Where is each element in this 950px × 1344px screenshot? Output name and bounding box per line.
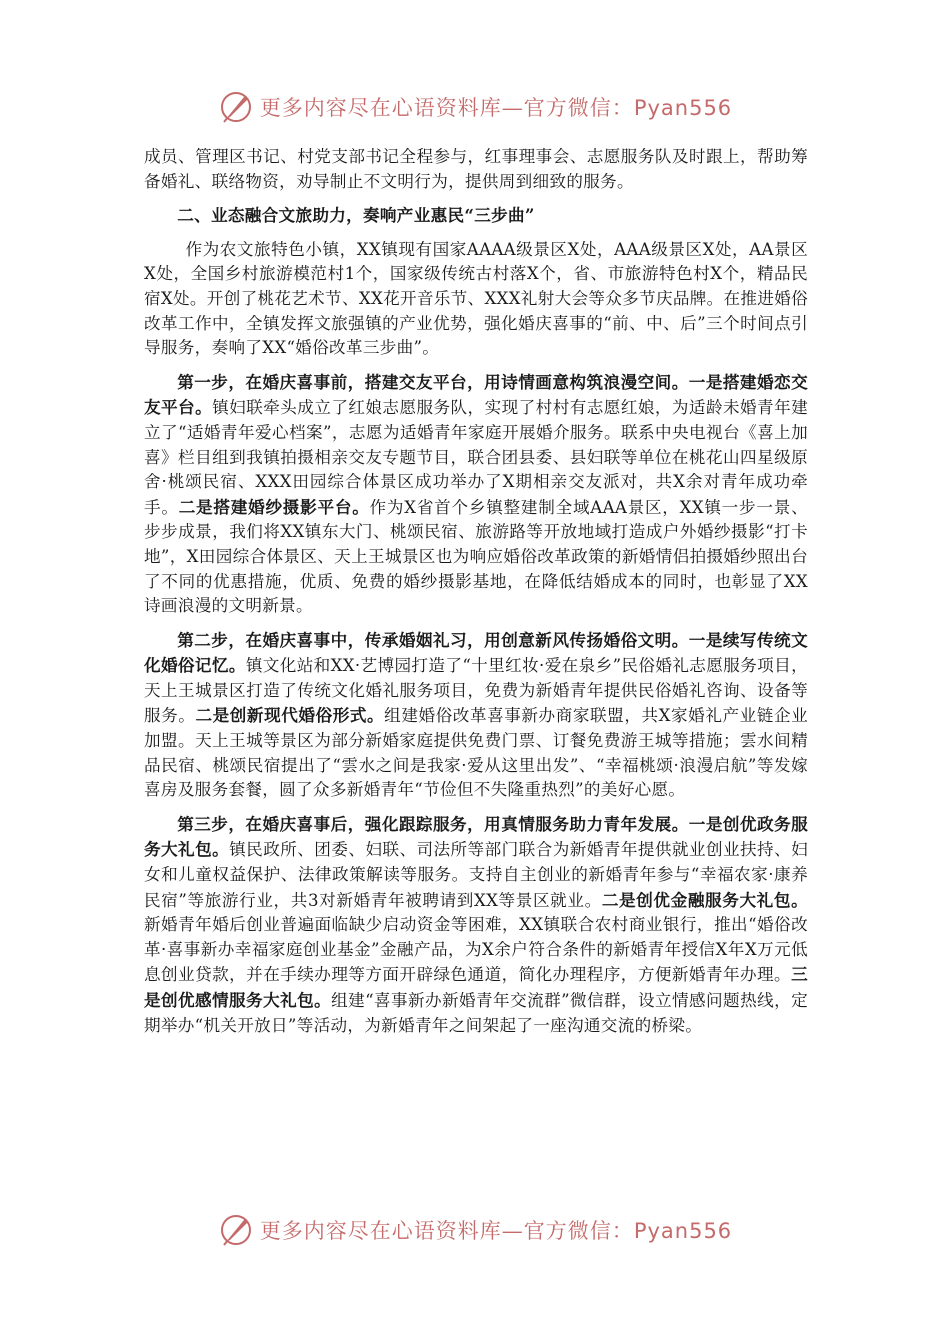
section-heading: 二、业态融合文旅助力，奏响产业惠民“三步曲” xyxy=(177,205,535,226)
body-text: 镇妇联牵头成立了红娘志愿服务队，实现了村村有志愿红娘，为适龄未婚青年建立了“适婚青年爱心档案”，志愿为适婚青年家庭开展婚介服务。联系中央电视台《喜上加喜》栏目组到我镇拍摄相亲交友专题节目，联合团县委、县妇联等单位在桃花山四星级原舍·桃颂民宿、XXX田园综合体景区成功举办了X期相亲交友派对，共X余对青年成功牵手。 xyxy=(144,398,809,517)
bold-lead: 三是创优感情服务大礼包。 xyxy=(144,964,808,1010)
paragraph: 作为农文旅特色小镇，XX镇现有国家AAAA级景区X处，AAA级景区X处，AA景区X处，全国乡村旅游模范村1个，国家级传统古村落X个，省、市旅游特色村X个，精品民宿X处。开创了桃花艺术节、XX花开音乐节、XXX礼射大会等众多节庆品牌。在推进婚俗改革工作中，全镇发挥文旅强镇的产业优势，强化婚庆喜事的“前、中、后”三个时间点引导服务，奏响了XX“婚俗改革三步曲”。 xyxy=(144,239,808,358)
bold-lead: 第二步，在婚庆喜事中，传承婚姻礼习，用创意新风传扬婚俗文明。一是续写传统文化婚俗记忆。 xyxy=(144,629,808,676)
paragraph-step-1 xyxy=(144,370,808,619)
bold-lead: 二是创优金融服务大礼包。 xyxy=(601,889,808,910)
paragraph: 成员、管理区书记、村党支部书记全程参与，红事理事会、志愿服务队及时跟上，帮助筹备婚礼、联络物资，劝导制止不文明行为，提供周到细致的服务。 xyxy=(144,147,808,191)
quill-logo-icon xyxy=(218,1212,254,1248)
banner-label: 更多内容尽在心语资料库—官方微信： xyxy=(259,96,634,120)
footer-banner xyxy=(0,1208,950,1252)
body-text: 镇文化站和XX·艺博园打造了“十里红妆·爱在泉乡”民俗婚礼志愿服务项目，天上王城景区打造了传统文化婚礼服务项目，免费为新婚青年提供民俗婚礼咨询、设备等服务。 xyxy=(144,656,808,726)
body-text: 组建“喜事新办新婚青年交流群”微信群，设立情感问题热线，定期举办“机关开放日”等活动，为新婚青年之间架起了一座沟通交流的桥梁。 xyxy=(144,991,808,1035)
bold-lead: 第三步，在婚庆喜事后，强化跟踪服务，用真情服务助力青年发展。一是创优政务服务大礼包。 xyxy=(144,813,808,860)
body-text: 镇民政所、团委、妇联、司法所等部门联合为新婚青年提供就业创业扶持、妇女和儿童权益保护、法律政策解读等服务。支持自主创业的新婚青年参与“幸福农家·康养民宿”等旅游行业，共3对新婚青年被聘请到XX等景区就业。 xyxy=(144,840,809,910)
bold-lead: 二是创新现代婚俗形式。 xyxy=(195,705,385,726)
body-text: 组建婚俗改革喜事新办商家联盟，共X家婚礼产业链企业加盟。天上王城等景区为部分新婚家庭提供免费门票、订餐免费游王城等措施；雲水间精品民宿、桃颂民宿提出了“雲水之间是我家·爱从这里出发”、“幸福桃颂·浪漫启航”等发嫁喜房及服务套餐，圆了众多新婚青年“节俭但不失隆重热烈”的美好心愿。 xyxy=(144,706,808,800)
paragraph-step-2 xyxy=(144,628,808,803)
banner-wechat: Pyan556 xyxy=(633,1219,733,1243)
banner-text xyxy=(260,1215,732,1245)
banner-wechat: Pyan556 xyxy=(633,96,733,120)
body-text: 新婚青年婚后创业普遍面临缺少启动资金等困难，XX镇联合农村商业银行，推出“婚俗改革·喜事新办幸福家庭创业基金”金融产品，为X余户符合条件的新婚青年授信X年X万元低息创业贷款，并在手续办理等方面开辟绿色通道，简化办理程序，方便新婚青年办理。 xyxy=(144,915,808,985)
document-body xyxy=(144,145,808,1038)
paragraph-step-3 xyxy=(144,812,808,1038)
bold-lead: 第一步，在婚庆喜事前，搭建交友平台，用诗情画意构筑浪漫空间。一是搭建婚恋交友平台。 xyxy=(144,371,808,418)
header-banner xyxy=(0,85,950,129)
body-text: 作为X省首个乡镇整建制全域AAA景区，XX镇一步一景、步步成景，我们将XX镇东大门、桃颂民宿、旅游路等开放地域打造成户外婚纱摄影“打卡地”，X田园综合体景区、天上王城景区也为响应婚俗改革政策的新婚情侣拍摄婚纱照出台了不同的优惠措施，优质、免费的婚纱摄影基地，在降低结婚成本的同时，也彰显了XX诗画浪漫的文明新景。 xyxy=(144,497,808,616)
quill-logo-icon xyxy=(218,89,254,125)
banner-label: 更多内容尽在心语资料库—官方微信： xyxy=(259,1219,634,1243)
bold-lead: 二是搭建婚纱摄影平台。 xyxy=(178,496,370,517)
banner-text xyxy=(260,92,732,122)
